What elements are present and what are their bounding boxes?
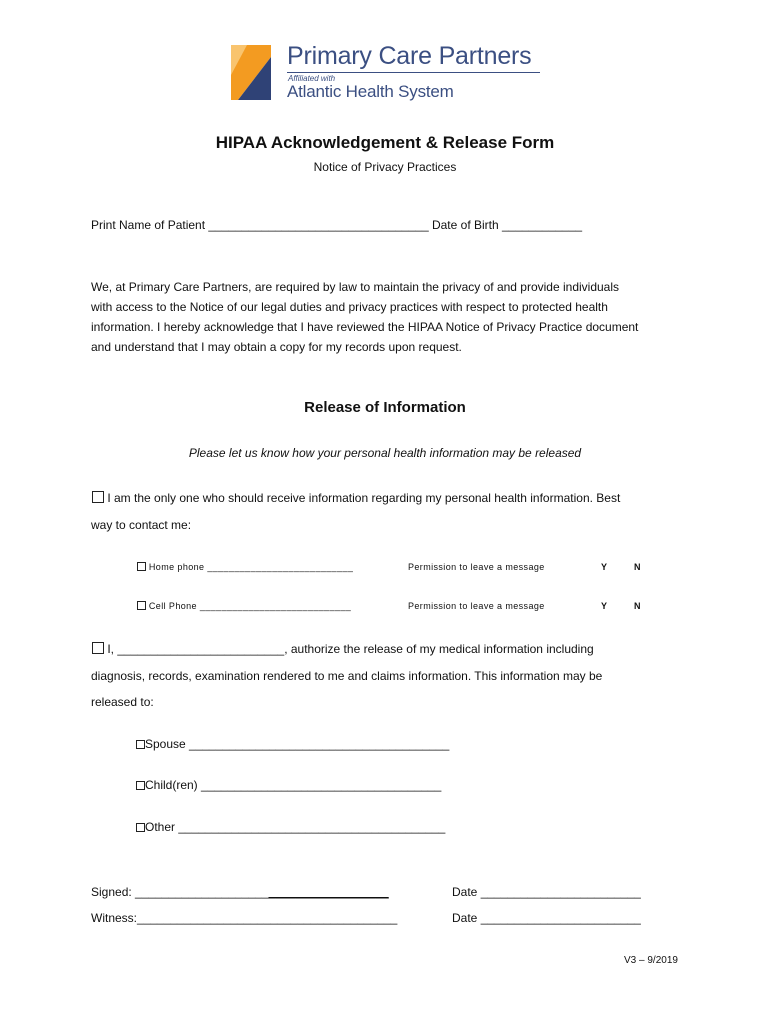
children-row [136,778,441,792]
spouse-checkbox[interactable] [136,740,145,749]
release-note: Please let us know how your personal health information may be released [188,446,582,460]
home-phone-checkbox[interactable] [137,562,146,571]
date-field-2[interactable]: ________________________ [480,911,641,925]
paragraph-line: with access to the Notice of our legal duties and privacy practices with respect to protected health [91,300,608,314]
witness-label: Witness: [91,911,138,925]
logo-affiliated-text: Affiliated with [288,74,336,83]
cell-phone-checkbox[interactable] [137,601,146,610]
witness-field[interactable]: _______________________________________ [137,911,398,925]
self-only-checkbox[interactable] [92,491,104,503]
form-title: HIPAA Acknowledgement & Release Form [215,133,555,152]
logo-divider [287,72,540,73]
signed-field[interactable]: ____________________ [135,885,269,899]
authorize-checkbox[interactable] [92,642,104,654]
other-checkbox[interactable] [136,823,145,832]
logo-subtitle: Atlantic Health System [287,82,454,101]
signed-row [91,885,389,899]
signed-field-b[interactable]: __________________ [268,885,389,899]
signed-label: Signed: [91,885,136,899]
patient-name-dob-field[interactable]: Print Name of Patient _________________________________ Date of Birth ____________ [91,218,583,232]
cell-no-option[interactable]: N [634,601,641,611]
option-self-text: I am the only one who should receive information regarding my personal health information. Best [107,491,621,505]
other-field[interactable]: Other ________________________________________ [145,820,446,834]
witness-row [91,911,397,925]
spouse-row [136,737,449,751]
option-self-row [92,491,620,505]
other-row [136,820,445,834]
children-checkbox[interactable] [136,781,145,790]
home-no-option[interactable]: N [634,562,641,572]
date-label: Date [452,885,481,899]
cell-yes-option[interactable]: Y [601,601,608,611]
children-field[interactable]: Child(ren) ____________________________________ [145,778,442,792]
home-phone-row [137,562,353,572]
date-row-2 [452,911,641,925]
paragraph-line: We, at Primary Care Partners, are required by law to maintain the privacy of and provide individuals [91,280,620,294]
home-yes-option[interactable]: Y [601,562,608,572]
release-heading: Release of Information [304,399,466,416]
option-self-text-cont: way to contact me: [91,518,192,532]
paragraph-line: and understand that I may obtain a copy for my records upon request. [91,340,462,354]
date-row-1 [452,885,641,899]
acknowledgement-paragraph [91,277,691,357]
logo-mark [231,45,271,100]
home-permission-label: Permission to leave a message [408,562,545,572]
date-field-1[interactable]: ________________________ [480,885,641,899]
authorize-text-cont2: released to: [91,695,154,709]
logo-title: Primary Care Partners [287,42,532,70]
date-label: Date [452,911,481,925]
cell-phone-row [137,601,351,611]
option-authorize-row [92,642,594,656]
spouse-field[interactable]: Spouse _______________________________________ [145,737,450,751]
authorize-text[interactable]: I, _________________________, authorize the release of my medical information including [107,642,594,656]
home-phone-field[interactable]: Home phone ___________________________ [148,562,354,572]
cell-phone-field[interactable]: Cell Phone ____________________________ [148,601,352,611]
cell-permission-label: Permission to leave a message [408,601,545,611]
version-label: V3 – 9/2019 [624,955,678,966]
paragraph-line: information. I hereby acknowledge that I have reviewed the HIPAA Notice of Privacy Practice document [91,320,639,334]
authorize-text-cont: diagnosis, records, examination rendered to me and claims information. This information may be [91,669,603,683]
form-subtitle: Notice of Privacy Practices [313,160,457,174]
